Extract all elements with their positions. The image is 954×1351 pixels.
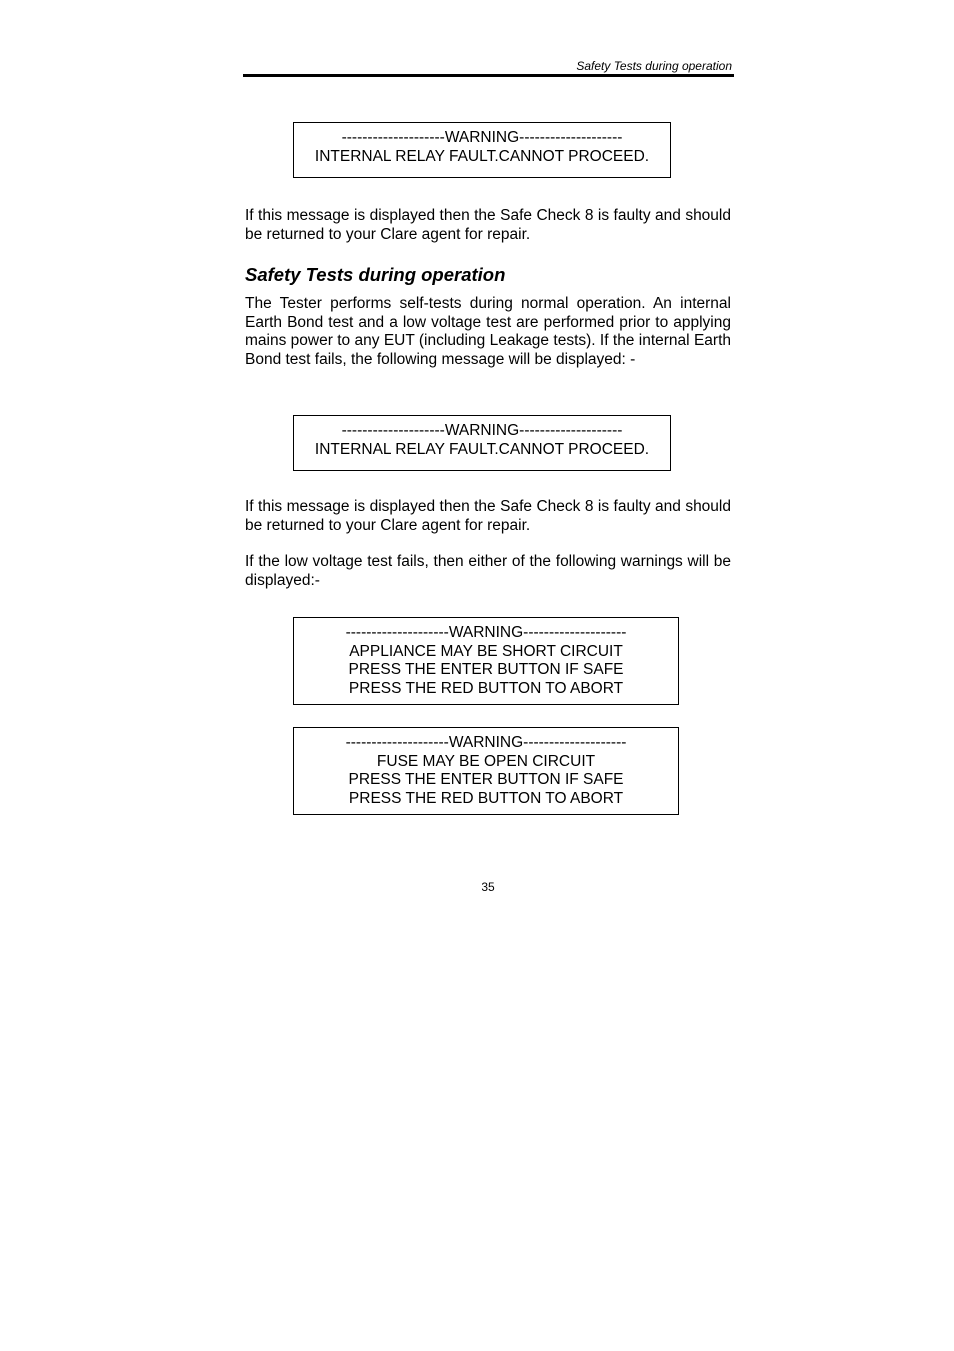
paragraph-faulty-notice: If this message is displayed then the Safe Check 8 is faulty and should be returned to your Clare agent for repair. [245,207,731,243]
paragraph-self-tests: The Tester performs self-tests during normal operation. An internal Earth Bond test and a low voltage test are performed prior to applying mains power to any EUT (including Leakage tests). If the internal Earth Bond test fails, the following message will be displayed: - [245,295,731,368]
warning-line: APPLIANCE MAY BE SHORT CIRCUIT [349,642,623,660]
warning-line: PRESS THE ENTER BUTTON IF SAFE [348,661,624,678]
warning-line: INTERNAL RELAY FAULT.CANNOT PROCEED. [314,147,650,165]
warning-line: PRESS THE RED BUTTON TO ABORT [348,679,624,697]
warning-box-open-circuit [293,727,679,815]
warning-title: --------------------WARNING-------------------- [341,422,623,439]
running-header: Safety Tests during operation [576,59,732,73]
warning-title: --------------------WARNING-------------------- [345,734,627,751]
paragraph-faulty-notice-2: If this message is displayed then the Safe Check 8 is faulty and should be returned to your Clare agent for repair. [245,498,731,534]
warning-line: INTERNAL RELAY FAULT.CANNOT PROCEED. [314,440,650,458]
warning-box-relay-fault [293,122,671,178]
section-heading: Safety Tests during operation [245,264,506,285]
header-rule [243,74,734,77]
paragraph-low-voltage: If the low voltage test fails, then either of the following warnings will be displayed:- [245,553,731,589]
warning-line: PRESS THE RED BUTTON TO ABORT [348,789,624,807]
page-number: 35 [481,880,495,894]
warning-box-short-circuit [293,617,679,705]
warning-title: --------------------WARNING-------------------- [345,624,627,641]
warning-title: --------------------WARNING-------------------- [341,129,623,146]
warning-box-relay-fault-earth-bond [293,415,671,471]
warning-line: PRESS THE ENTER BUTTON IF SAFE [348,771,624,788]
warning-line: FUSE MAY BE OPEN CIRCUIT [376,752,596,770]
